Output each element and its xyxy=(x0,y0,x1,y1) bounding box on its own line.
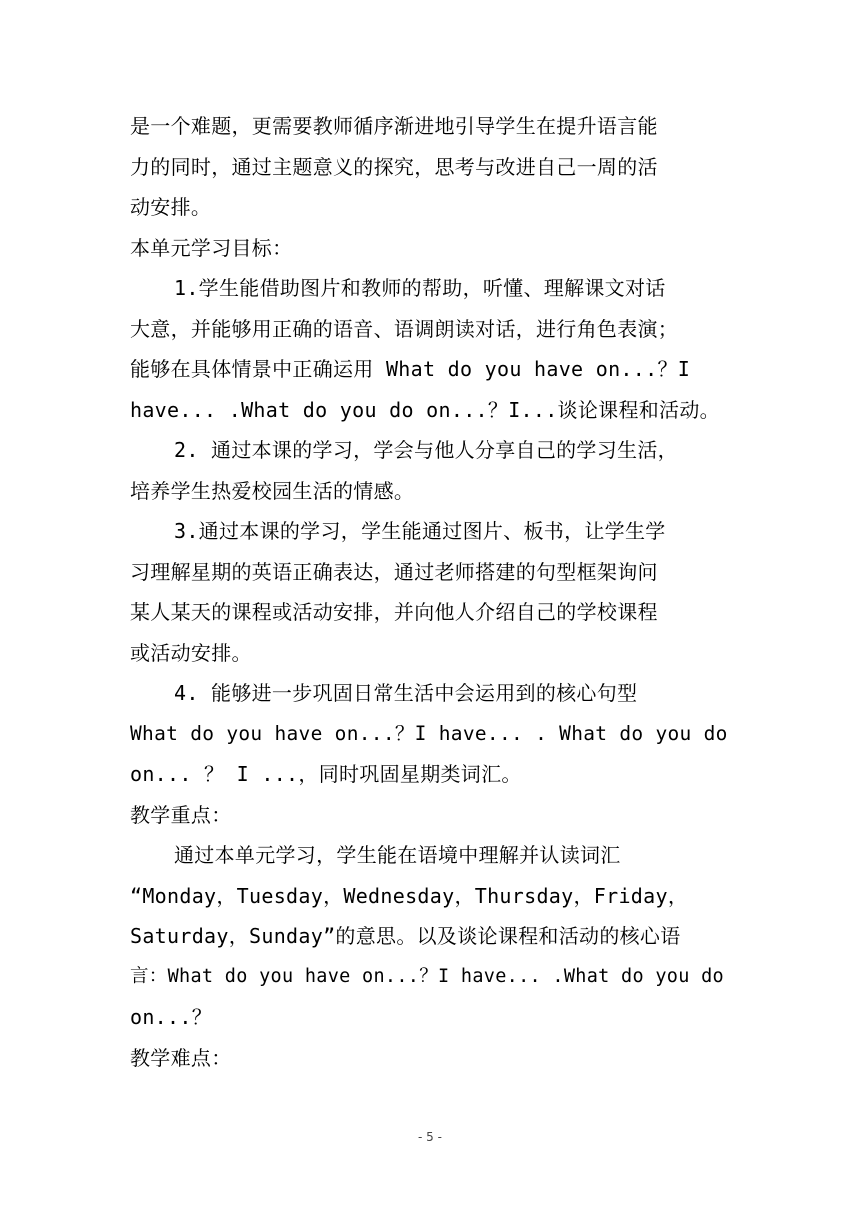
goals-heading: 本单元学习目标： xyxy=(130,235,293,260)
goal-1-line: have... .What do you do on...？I...谈论课程和活动。 xyxy=(130,397,720,422)
goal-2-line: 2. 通过本课的学习，学会与他人分享自己的学习生活， xyxy=(174,438,678,462)
key-points-line: on...？ xyxy=(130,1005,213,1029)
goal-3-line: 或活动安排。 xyxy=(130,640,252,665)
key-points-line: Saturday，Sunday”的意思。以及谈论课程和活动的核心语 xyxy=(130,924,681,948)
intro-line: 是一个难题，更需要教师循序渐进地引导学生在提升语言能 xyxy=(130,114,658,138)
goal-3-line: 某人某天的课程或活动安排，并向他人介绍自己的学校课程 xyxy=(130,600,658,624)
goal-4-line: What do you have on...？I have... . What do you do xyxy=(130,721,728,745)
goal-4-line: on... ？ I ...，同时巩固星期类词汇。 xyxy=(130,762,522,786)
page-number: - 5 - xyxy=(418,1130,442,1144)
goal-3-line: 3.通过本课的学习，学生能通过图片、板书，让学生学 xyxy=(174,519,666,543)
difficulties-heading: 教学难点： xyxy=(130,1045,232,1070)
document-page xyxy=(130,106,734,1078)
intro-line: 动安排。 xyxy=(130,195,212,219)
key-points-line: 通过本单元学习，学生能在语境中理解并认读词汇 xyxy=(174,843,621,867)
key-points-line: 言：What do you have on...？I have... .What do you do xyxy=(130,965,724,987)
goal-4-line: 4. 能够进一步巩固日常生活中会运用到的核心句型 xyxy=(174,681,638,705)
goal-1-line: 能够在具体情景中正确运用 What do you have on...？I xyxy=(130,357,691,381)
goal-3-line: 习理解星期的英语正确表达，通过老师搭建的句型框架询问 xyxy=(130,559,658,584)
key-points-heading: 教学重点： xyxy=(130,802,232,827)
goal-1-line: 大意，并能够用正确的语音、语调朗读对话，进行角色表演； xyxy=(130,316,679,341)
key-points-line: “Monday，Tuesday，Wednesday，Thursday，Friday， xyxy=(130,883,689,908)
goal-2-line: 培养学生热爱校园生活的情感。 xyxy=(130,478,415,503)
goal-1-line: 1.学生能借助图片和教师的帮助，听懂、理解课文对话 xyxy=(174,276,666,300)
intro-line: 力的同时，通过主题意义的探究，思考与改进自己一周的活 xyxy=(130,154,658,179)
